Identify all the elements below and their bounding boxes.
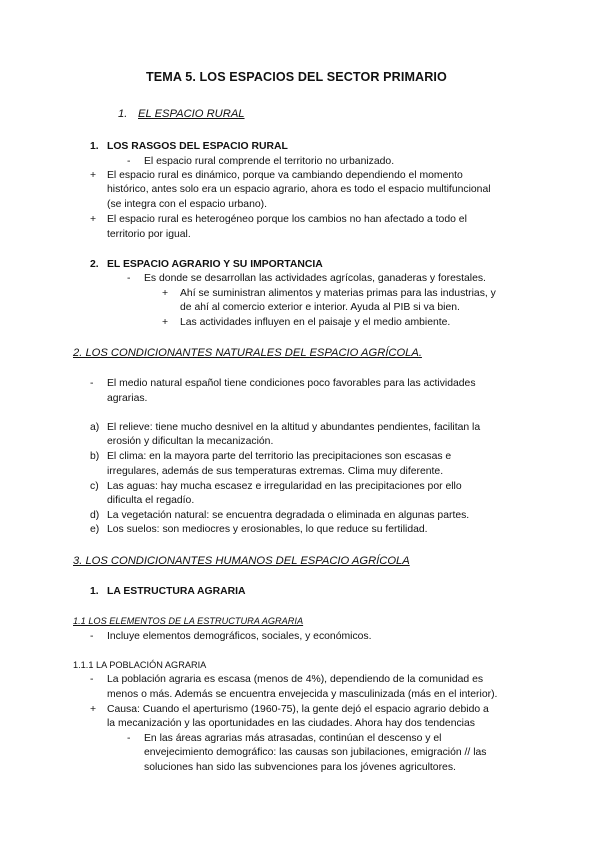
agrario-p2-mark: + xyxy=(162,317,169,328)
agrario-p1-line: de ahí al comercio exterior e interior. Ayuda al PIB si va bien. xyxy=(180,302,460,313)
section-3-heading: 3. LOS CONDICIONANTES HUMANOS DEL ESPACIO AGRÍCOLA xyxy=(73,555,410,567)
poblacion-p2-line: Causa: Cuando el aperturismo (1960-75), la gente dejó el espacio agrario debido a xyxy=(107,704,489,715)
rasgos-intro: El espacio rural comprende el territorio no urbanizado. xyxy=(144,156,395,167)
rasgos-p1-line: (se integra con el espacio urbano). xyxy=(107,199,267,210)
condicion-d-mark: d) xyxy=(90,510,100,521)
rasgos-dash: - xyxy=(127,156,131,167)
agrario-p1-line: Ahí se suministran alimentos y materias primas para las industrias, y xyxy=(180,288,496,299)
poblacion-p3-line: En las áreas agrarias más atrasadas, continúan el descenso y el xyxy=(144,733,442,744)
condicion-c-line: dificulta el regadío. xyxy=(107,495,195,506)
condicion-b-line: El clima: en la mayora parte del territorio las precipitaciones son escasas e xyxy=(107,451,452,462)
rasgos-p2-line: territorio por igual. xyxy=(107,229,191,240)
condicion-e-line: Los suelos: son mediocres y erosionables, lo que reduce su fertilidad. xyxy=(107,524,428,535)
rasgos-p1-mark: + xyxy=(90,170,97,181)
condicion-c-line: Las aguas: hay mucha escasez e irregularidad en las precipitaciones por ello xyxy=(107,481,462,492)
condicion-b-mark: b) xyxy=(90,451,100,462)
section-2-heading: 2. LOS CONDICIONANTES NATURALES DEL ESPACIO AGRÍCOLA. xyxy=(73,347,422,359)
agrario-heading: EL ESPACIO AGRARIO Y SU IMPORTANCIA xyxy=(107,259,323,270)
condicion-a-line: erosión y dificultan la mecanización. xyxy=(107,436,274,447)
poblacion-heading: 1.1.1 LA POBLACIÓN AGRARIA xyxy=(73,660,207,670)
poblacion-p2-mark: + xyxy=(90,704,97,715)
agrario-p1-mark: + xyxy=(162,288,169,299)
elementos-dash: - xyxy=(90,631,94,642)
poblacion-p3-mark: - xyxy=(127,733,131,744)
rasgos-heading: LOS RASGOS DEL ESPACIO RURAL xyxy=(107,141,288,152)
s2-intro-line: agrarias. xyxy=(107,393,148,404)
agrario-p2-line: Las actividades influyen en el paisaje y el medio ambiente. xyxy=(180,317,451,328)
poblacion-p3-line: soluciones han sido las subvenciones para los jóvenes agricultores. xyxy=(144,762,456,773)
poblacion-p1-line: menos o más. Además se encuentra envejecida y masculinizada (más en el interior). xyxy=(107,689,498,700)
s2-intro-dash: - xyxy=(90,378,94,389)
section-1-heading: EL ESPACIO RURAL xyxy=(138,108,245,120)
rasgos-p2-line: El espacio rural es heterogéneo porque los cambios no han afectado a todo el xyxy=(107,214,467,225)
poblacion-p1-line: La población agraria es escasa (menos de 4%), dependiendo de la comunidad es xyxy=(107,674,484,685)
agrario-number: 2. xyxy=(90,259,99,270)
condicion-b-line: irregulares, además de sus temperaturas extremas. Clima muy diferente. xyxy=(107,466,444,477)
condicion-d-line: La vegetación natural: se encuentra degradada o eliminada en algunas partes. xyxy=(107,510,470,521)
agrario-dash: - xyxy=(127,273,131,284)
page-title: TEMA 5. LOS ESPACIOS DEL SECTOR PRIMARIO xyxy=(146,70,447,84)
rasgos-p1-line: El espacio rural es dinámico, porque va cambiando dependiendo el momento xyxy=(107,170,463,181)
condicion-c-mark: c) xyxy=(90,481,99,492)
agrario-intro: Es donde se desarrollan las actividades agrícolas, ganaderas y forestales. xyxy=(144,273,486,284)
condicion-e-mark: e) xyxy=(90,524,100,535)
poblacion-p1-mark: - xyxy=(90,674,94,685)
estructura-heading: LA ESTRUCTURA AGRARIA xyxy=(107,586,246,597)
condicion-a-line: El relieve: tiene mucho desnivel en la altitud y abundantes pendientes, facilitan la xyxy=(107,422,481,433)
poblacion-p3-line: envejecimiento demográfico: las causas son jubilaciones, emigración // las xyxy=(144,747,487,758)
section-1-number: 1. xyxy=(118,108,128,120)
rasgos-p1-line: histórico, antes solo era un espacio agrario, ahora es todo el espacio multifuncional xyxy=(107,184,491,195)
rasgos-p2-mark: + xyxy=(90,214,97,225)
rasgos-number: 1. xyxy=(90,141,99,152)
condicion-a-mark: a) xyxy=(90,422,100,433)
estructura-number: 1. xyxy=(90,586,99,597)
s2-intro-line: El medio natural español tiene condiciones poco favorables para las actividades xyxy=(107,378,476,389)
elementos-heading: 1.1 LOS ELEMENTOS DE LA ESTRUCTURA AGRARIA xyxy=(73,616,304,626)
poblacion-p2-line: la mecanización y las oportunidades en las ciudades. Ahora hay dos tendencias xyxy=(107,718,475,729)
elementos-text: Incluye elementos demográficos, sociales, y económicos. xyxy=(107,631,372,642)
